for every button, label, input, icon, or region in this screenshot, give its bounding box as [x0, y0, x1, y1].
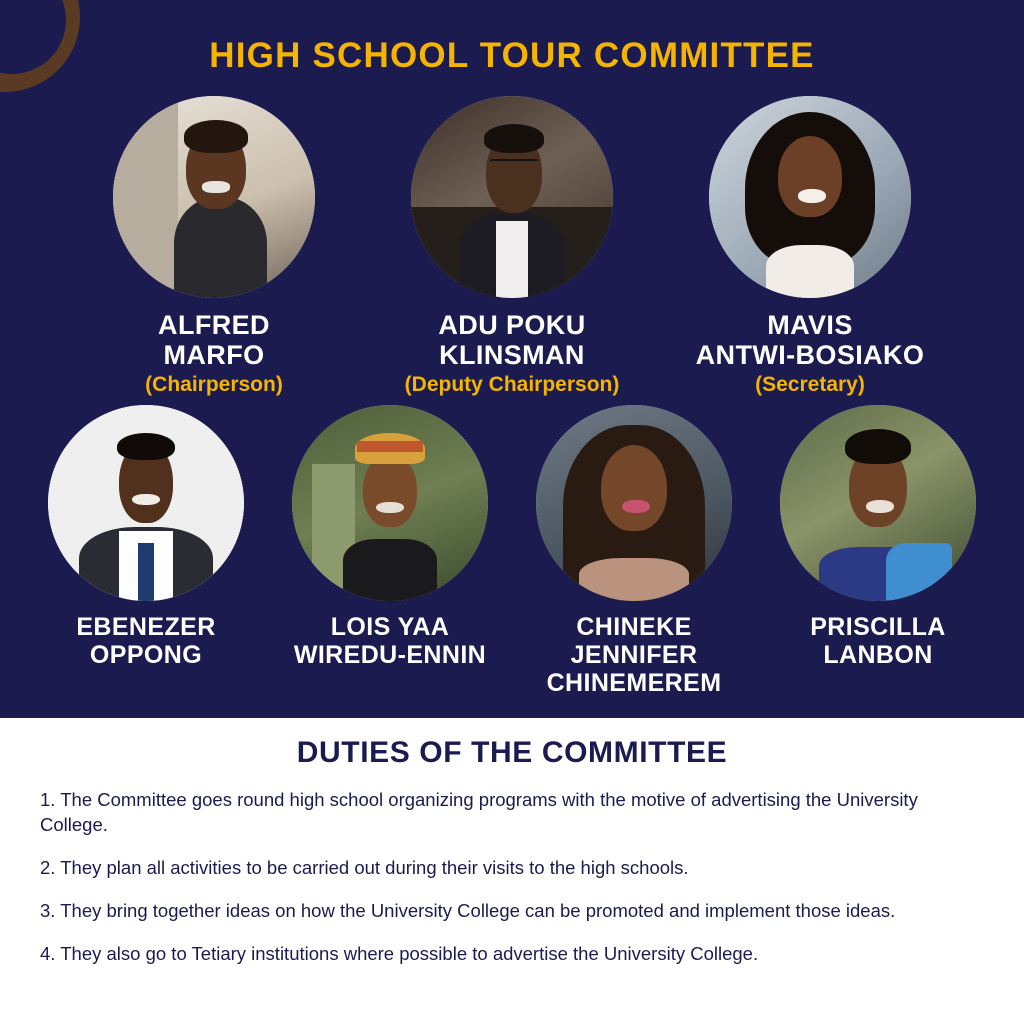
member-name [397, 310, 627, 370]
portrait-adu-poku-klinsman [411, 96, 613, 298]
member-name-line2: KLINSMAN [439, 340, 585, 371]
member-card [35, 405, 257, 697]
duties-heading: DUTIES OF THE COMMITTEE [296, 736, 728, 769]
duty-item: 3. They bring together ideas on how the University College can be promoted and implement those ideas. [40, 899, 896, 921]
page-title: HIGH SCHOOL TOUR COMMITTEE [209, 36, 815, 75]
member-name-line1: ALFRED [158, 310, 270, 340]
member-role: (Deputy Chairperson) [404, 373, 620, 397]
committee-row-top [0, 96, 1024, 397]
member-name-line1: CHINEKE JENNIFER [570, 613, 698, 670]
member-name [767, 613, 989, 669]
member-name-line1: MAVIS [767, 310, 853, 340]
member-name [523, 613, 745, 697]
member-name-line1: ADU POKU [438, 310, 586, 340]
member-card [695, 96, 925, 397]
member-name [279, 613, 501, 669]
portrait-ebenezer-oppong [48, 405, 244, 601]
portrait-lois-yaa-wiredu-ennin [292, 405, 488, 601]
member-role: (Chairperson) [145, 373, 283, 397]
committee-row-bottom [0, 405, 1024, 697]
member-name-line2: LANBON [823, 641, 933, 670]
member-name [35, 613, 257, 669]
portrait-priscilla-lanbon [780, 405, 976, 601]
duty-item: 4. They also go to Tetiary institutions where possible to advertise the University College. [40, 942, 759, 964]
member-name-line1: EBENEZER [76, 613, 216, 642]
member-card [99, 96, 329, 397]
member-name-line2: OPPONG [89, 641, 203, 670]
portrait-chineke-jennifer-chinemerem [536, 405, 732, 601]
duty-item: 2. They plan all activities to be carried out during their visits to the high schools. [40, 856, 689, 878]
member-name-line1: PRISCILLA [810, 613, 946, 642]
member-name-line1: LOIS YAA [330, 613, 450, 642]
member-name-line2: MARFO [163, 340, 265, 371]
member-role: (Secretary) [755, 373, 865, 397]
member-card [523, 405, 745, 697]
portrait-mavis-antwi-bosiako [709, 96, 911, 298]
portrait-alfred-marfo [113, 96, 315, 298]
member-card [279, 405, 501, 697]
member-name-line2: ANTWI-BOSIAKO [695, 340, 925, 371]
member-name [99, 310, 329, 370]
duties-panel [0, 718, 1024, 1024]
member-card [767, 405, 989, 697]
member-name [695, 310, 925, 370]
member-name-line2: CHINEMEREM [546, 669, 722, 698]
member-name-line2: WIREDU-ENNIN [293, 641, 487, 670]
duty-item: 1. The Committee goes round high school organizing programs with the motive of advertising the University College. [40, 789, 918, 835]
member-card [397, 96, 627, 397]
